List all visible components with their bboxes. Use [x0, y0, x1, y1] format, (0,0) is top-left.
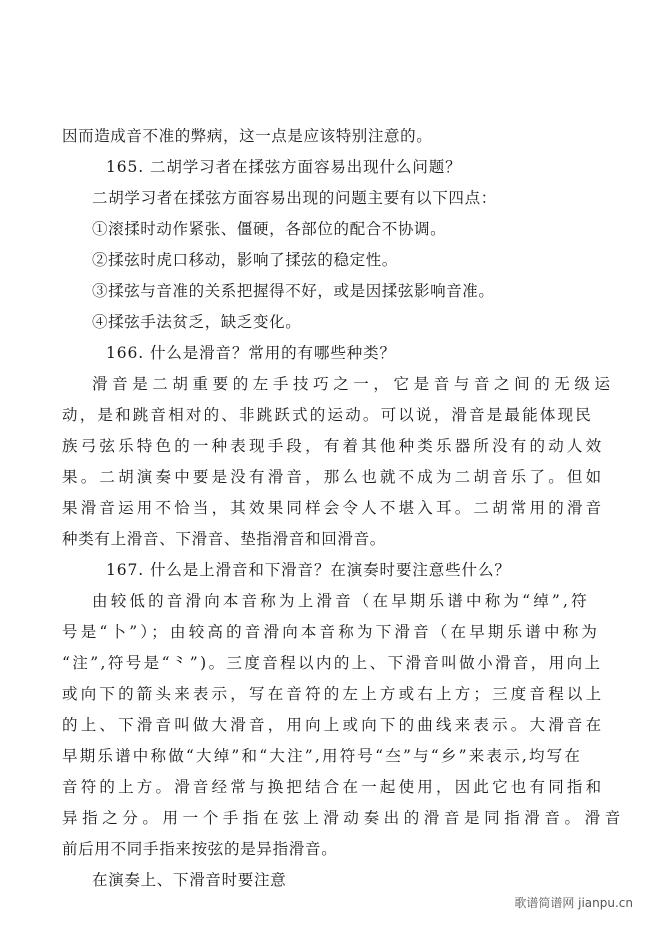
list-item: ④揉弦手法贫乏，缺乏变化。	[92, 313, 302, 331]
text-line: 号是“卜”）；由较高的音滑向本音称为下滑音（在早期乐谱中称为	[62, 623, 601, 641]
text-line: “注”,符号是“⺀”)。三度音程以内的上、下滑音叫做小滑音，用向上	[62, 654, 603, 672]
text-line: 由较低的音滑向本音称为上滑音（在早期乐谱中称为“绰”,符	[92, 592, 590, 610]
text-line: 音符的上方。滑音经常与换把结合在一起使用，因此它也有同指和	[62, 778, 605, 796]
text-line: 在演奏上、下滑音时要注意	[92, 871, 287, 889]
list-item: ③揉弦与音准的关系把握得不好，或是因揉弦影响音准。	[92, 282, 495, 300]
site-watermark: 歌谱简谱网 jianpu.cn	[514, 896, 633, 910]
text-line: 动，是和跳音相对的、非跳跃式的运动。可以说，滑音是最能体现民	[62, 406, 594, 424]
question-heading-166: 166. 什么是滑音？常用的有哪些种类？	[106, 344, 396, 362]
text-line: 滑音是二胡重要的左手技巧之一，它是音与音之间的无级运	[92, 375, 615, 393]
list-item: ②揉弦时虎口移动，影响了揉弦的稳定性。	[92, 251, 398, 269]
text-line: 因而造成音不准的弊病，这一点是应该特别注意的。	[62, 127, 433, 145]
text-line: 的上、下滑音叫做大滑音，用向上或向下的曲线来表示。大滑音在	[62, 716, 605, 734]
question-heading-165: 165. 二胡学习者在揉弦方面容易出现什么问题？	[106, 158, 462, 176]
text-line: 或向下的箭头来表示，写在音符的左上方或右上方；三度音程以上	[62, 685, 605, 703]
text-line: 二胡学习者在揉弦方面容易出现的问题主要有以下四点：	[92, 189, 498, 207]
text-line: 果。二胡演奏中要是没有滑音，那么也就不成为二胡音乐了。但如	[62, 468, 605, 486]
text-line: 果滑音运用不恰当，其效果同样会令人不堪入耳。二胡常用的滑音	[62, 499, 605, 517]
text-line: 异指之分。用一个手指在弦上滑动奏出的滑音是同指滑音。滑音	[62, 809, 625, 827]
text-line: 族弓弦乐特色的一种表现手段，有着其他种类乐器所没有的动人效	[62, 437, 605, 455]
text-line: 种类有上滑音、下滑音、垫指滑音和回滑音。	[62, 530, 387, 548]
question-heading-167: 167. 什么是上滑音和下滑音？在演奏时要注意些什么？	[106, 561, 511, 579]
list-item: ①滚揉时动作紧张、僵硬，各部位的配合不协调。	[92, 220, 447, 238]
text-line: 早期乐谱中称做“大绰”和“大注”,用符号“夳”与“乡”来表示,均写在	[62, 747, 583, 765]
text-line: 前后用不同手指来按弦的是异指滑音。	[62, 840, 338, 858]
